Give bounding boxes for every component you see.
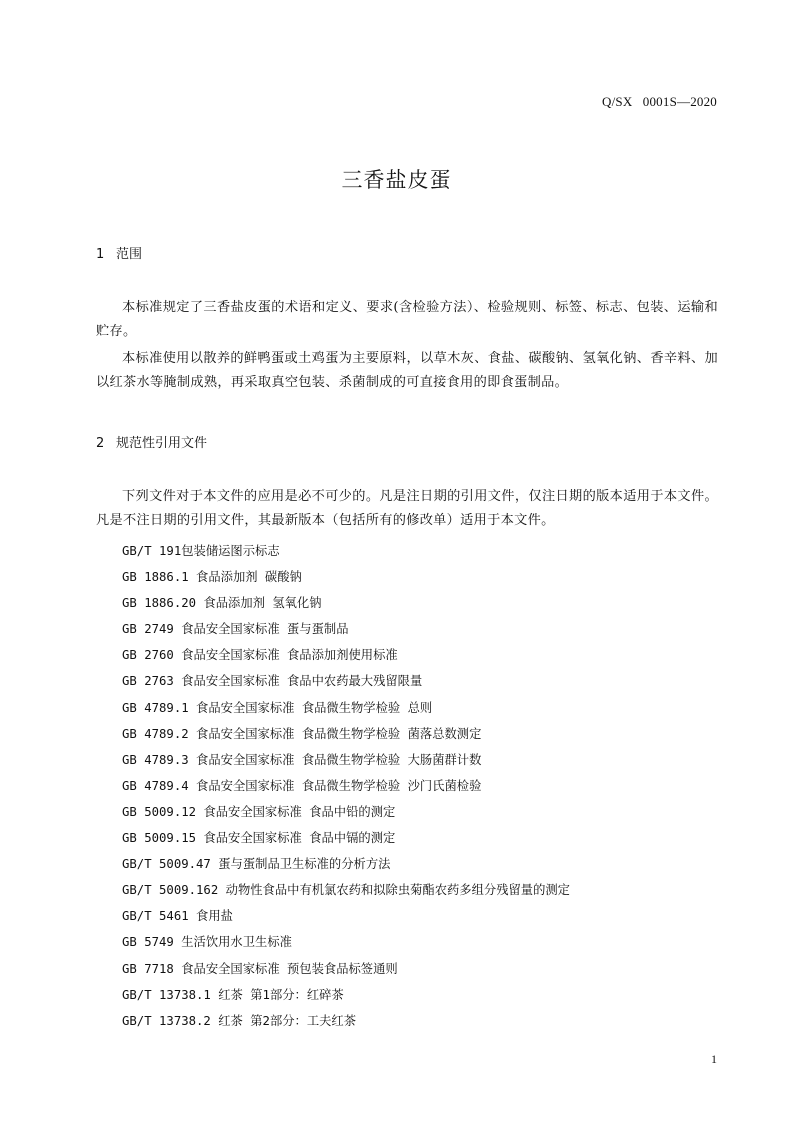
- reference-title: 食品添加剂 碳酸钠: [196, 570, 302, 585]
- reference-item: [122, 567, 570, 593]
- document-title: 三香盐皮蛋: [341, 168, 452, 192]
- section-title: 范围: [116, 247, 143, 262]
- reference-title: 动物性食品中有机氯农药和拟除虫菊酯农药多组分残留量的测定: [225, 883, 570, 898]
- reference-item: [122, 776, 570, 802]
- page-number: 1: [711, 1052, 717, 1066]
- reference-code: GB 2749: [122, 622, 182, 637]
- reference-list: [122, 541, 570, 1037]
- reference-title: 食品安全国家标准 预包装食品标签通则: [181, 961, 398, 976]
- references-intro-paragraph: 下列文件对于本文件的应用是必不可少的。凡是注日期的引用文件，仅注日期的版本适用于本文件。凡是不注日期的引用文件，其最新版本（包括所有的修改单）适用于本文件。: [96, 489, 718, 528]
- reference-title: 食品安全国家标准 食品微生物学检验 菌落总数测定: [196, 726, 482, 741]
- reference-title: 红茶 第2部分：工夫红茶: [218, 1013, 357, 1028]
- reference-item: [122, 802, 570, 828]
- reference-title: 食品安全国家标准 蛋与蛋制品: [181, 622, 349, 637]
- reference-item: [122, 854, 570, 880]
- reference-code: GB 1886.20: [122, 596, 204, 611]
- reference-title: 食品安全国家标准 食品中铅的测定: [203, 804, 396, 819]
- reference-code: GB 2763: [122, 674, 182, 689]
- reference-code: GB 5749: [122, 935, 182, 950]
- reference-title: 食品安全国家标准 食品中镉的测定: [203, 831, 396, 846]
- reference-item: [122, 698, 570, 724]
- standard-code: Q/SX 0001S—2020: [602, 94, 717, 109]
- reference-code: GB/T 5461: [122, 909, 197, 924]
- reference-item: [122, 828, 570, 854]
- reference-code: GB 2760: [122, 648, 182, 663]
- reference-item: [122, 932, 570, 958]
- reference-code: GB 4789.2: [122, 726, 197, 741]
- reference-title: 包装储运图示标志: [181, 544, 280, 558]
- reference-code: GB 5009.12: [122, 804, 204, 819]
- reference-item: [122, 959, 570, 985]
- reference-item: [122, 1011, 570, 1037]
- section-heading-scope: [96, 243, 142, 262]
- reference-code: GB/T 13738.2: [122, 1013, 219, 1028]
- reference-item: [122, 541, 570, 567]
- reference-title: 食用盐: [196, 909, 233, 924]
- reference-code: GB 4789.4: [122, 778, 197, 793]
- section-number: 2: [96, 436, 105, 451]
- section-number: 1: [96, 247, 105, 262]
- reference-item: [122, 906, 570, 932]
- reference-title: 食品安全国家标准 食品添加剂使用标准: [181, 648, 398, 663]
- reference-item: [122, 724, 570, 750]
- reference-code: GB/T 191: [122, 544, 182, 558]
- reference-code: GB/T 13738.1: [122, 987, 219, 1002]
- scope-paragraph-1: 本标准规定了三香盐皮蛋的术语和定义、要求(含检验方法）、检验规则、标签、标志、包装、运输和贮存。: [96, 300, 718, 339]
- reference-code: GB 4789.1: [122, 700, 197, 715]
- reference-item: [122, 880, 570, 906]
- reference-item: [122, 619, 570, 645]
- reference-title: 食品安全国家标准 食品中农药最大残留限量: [181, 674, 423, 689]
- reference-title: 食品安全国家标准 食品微生物学检验 沙门氏菌检验: [196, 778, 482, 793]
- reference-code: GB/T 5009.47: [122, 857, 219, 872]
- reference-code: GB/T 5009.162: [122, 883, 226, 898]
- reference-title: 蛋与蛋制品卫生标准的分析方法: [218, 857, 391, 872]
- reference-item: [122, 645, 570, 671]
- reference-title: 生活饮用水卫生标准: [181, 935, 292, 950]
- reference-title: 食品安全国家标准 食品微生物学检验 大肠菌群计数: [196, 752, 482, 767]
- reference-title: 食品添加剂 氢氧化钠: [203, 596, 322, 611]
- reference-item: [122, 671, 570, 697]
- reference-code: GB 1886.1: [122, 570, 197, 585]
- section-title: 规范性引用文件: [116, 436, 208, 451]
- reference-item: [122, 750, 570, 776]
- reference-item: [122, 593, 570, 619]
- section-heading-references: [96, 432, 207, 451]
- reference-code: GB 7718: [122, 961, 182, 976]
- reference-code: GB 4789.3: [122, 752, 197, 767]
- reference-item: [122, 985, 570, 1011]
- scope-paragraph-2: 本标准使用以散养的鲜鸭蛋或土鸡蛋为主要原料，以草木灰、食盐、碳酸钠、氢氧化钠、香辛料、加以红茶水等腌制成熟，再采取真空包装、杀菌制成的可直接食用的即食蛋制品。: [96, 351, 718, 390]
- reference-title: 食品安全国家标准 食品微生物学检验 总则: [196, 700, 433, 715]
- reference-title: 红茶 第1部分：红碎茶: [218, 987, 344, 1002]
- reference-code: GB 5009.15: [122, 831, 204, 846]
